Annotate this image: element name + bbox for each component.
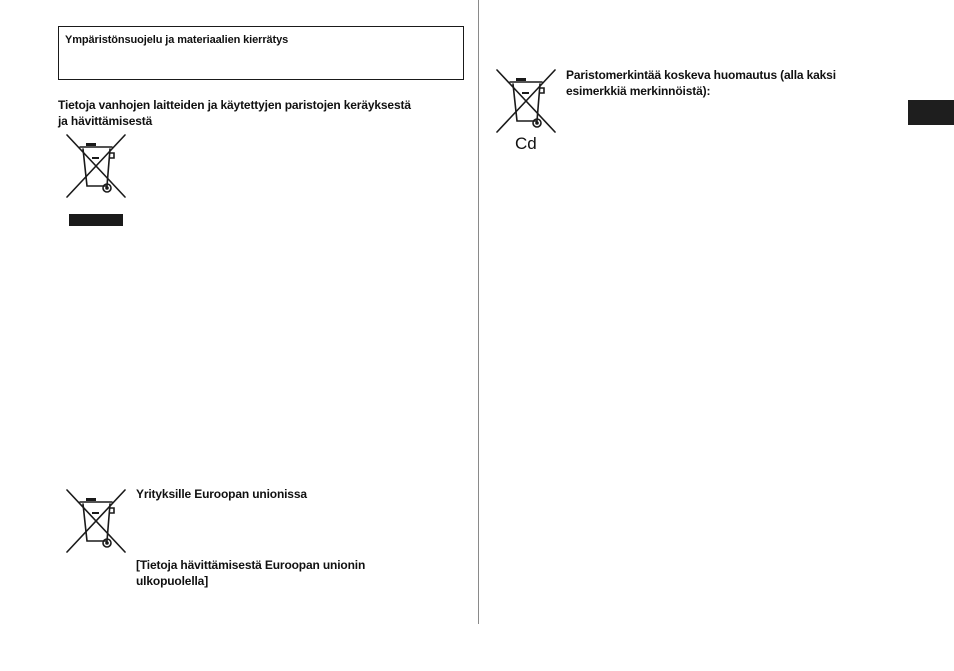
- battery-note-line-1: Paristomerkintää koskeva huomautus (alla kaksi: [566, 68, 836, 82]
- crossed-out-bin-icon: [494, 67, 558, 135]
- disposal-heading-line-2: ja hävittämisestä: [58, 114, 153, 128]
- environment-notice-box: [58, 26, 464, 80]
- black-bar-marker: [69, 214, 123, 226]
- column-divider: [478, 0, 479, 624]
- disposal-info-heading: [58, 97, 411, 129]
- battery-symbol-note-heading: [566, 67, 836, 99]
- eu-business-heading: Yrityksille Euroopan unionissa: [136, 487, 307, 501]
- outside-eu-line-1: [Tietoja hävittämisestä Euroopan unionin: [136, 558, 366, 572]
- crossed-out-bin-icon: [64, 487, 128, 555]
- notice-title: Ympäristönsuojelu ja materiaalien kierrätys: [65, 34, 289, 46]
- bin-3-svg: [494, 67, 558, 135]
- bin-2-svg: [64, 487, 128, 555]
- bin-1-svg: [64, 132, 128, 200]
- crossed-out-bin-icon: [64, 132, 128, 200]
- outside-eu-heading: [136, 557, 365, 589]
- battery-note-line-2: esimerkkiä merkinnöistä):: [566, 84, 711, 98]
- disposal-heading-line-1: Tietoja vanhojen laitteiden ja käytettyjen paristojen keräyksestä: [58, 98, 411, 112]
- chemical-symbol-label: Cd: [515, 134, 537, 153]
- section-tab-marker: [908, 100, 954, 125]
- outside-eu-line-2: ulkopuolella]: [136, 574, 209, 588]
